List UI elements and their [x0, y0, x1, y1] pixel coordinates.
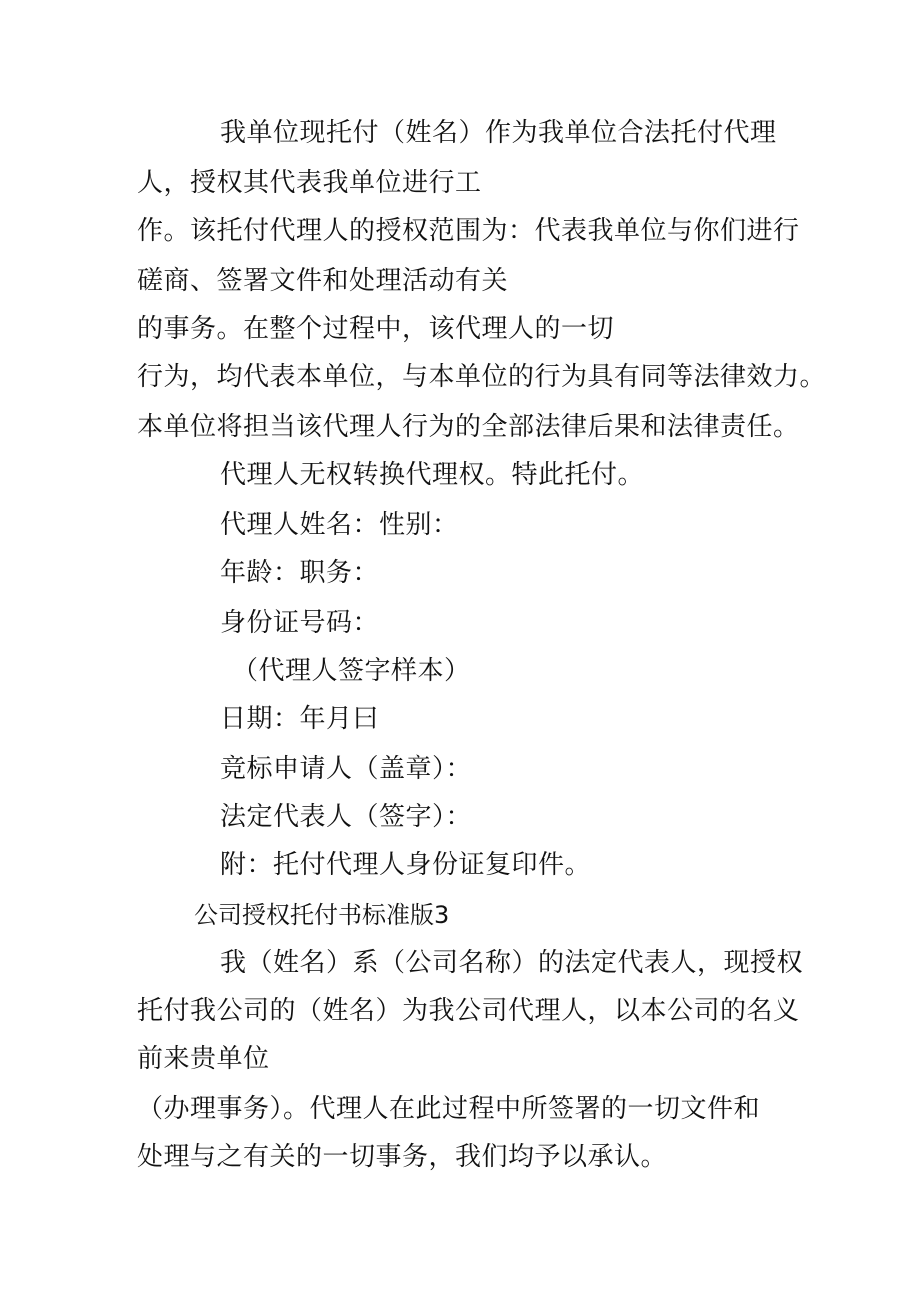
text-line: 我（姓名）系（公司名称）的法定代表人，现授权: [220, 948, 804, 978]
field-agent-name-gender: 代理人姓名：性别：: [220, 510, 459, 540]
field-legal-rep-signature: 法定代表人（签字）：: [220, 802, 473, 832]
text-line: 本单位将担当该代理人行为的全部法律后果和法律责任。: [137, 412, 800, 442]
text-line: 托付我公司的（姓名）为我公司代理人，以本公司的名义: [137, 996, 800, 1026]
field-applicant-seal: 竞标申请人（盖章）：: [220, 754, 473, 784]
text-line: 我单位现托付（姓名）作为我单位合法托付代理: [220, 118, 777, 148]
text-line: 处理与之有关的一切事务，我们均予以承认。: [137, 1142, 668, 1172]
text-line: 的事务。在整个过程中，该代理人的一切: [137, 314, 615, 344]
text-line: 代理人无权转换代理权。特此托付。: [220, 460, 645, 490]
text-line: 行为，均代表本单位，与本单位的行为具有同等法律效力。: [137, 362, 827, 392]
text-line: 磋商、签署文件和处理活动有关: [137, 266, 509, 296]
text-line: 作。该托付代理人的授权范围为：代表我单位与你们进行: [137, 216, 800, 246]
field-id-number: 身份证号码：: [220, 608, 380, 638]
text-line: （办理事务）。代理人在此过程中所签署的一切文件和: [137, 1094, 761, 1124]
field-date: 日期：年月曰: [220, 704, 380, 734]
text-line: 前来贵单位: [137, 1044, 270, 1074]
attachment-note: 附：托付代理人身份证复印件。: [220, 850, 592, 880]
field-age-position: 年龄：职务：: [220, 558, 380, 588]
field-signature-sample: （代理人签字样本）: [232, 656, 471, 686]
text-line: 人，授权其代表我单位进行工: [137, 168, 482, 198]
section-heading: 公司授权托付书标准版3: [194, 901, 450, 929]
